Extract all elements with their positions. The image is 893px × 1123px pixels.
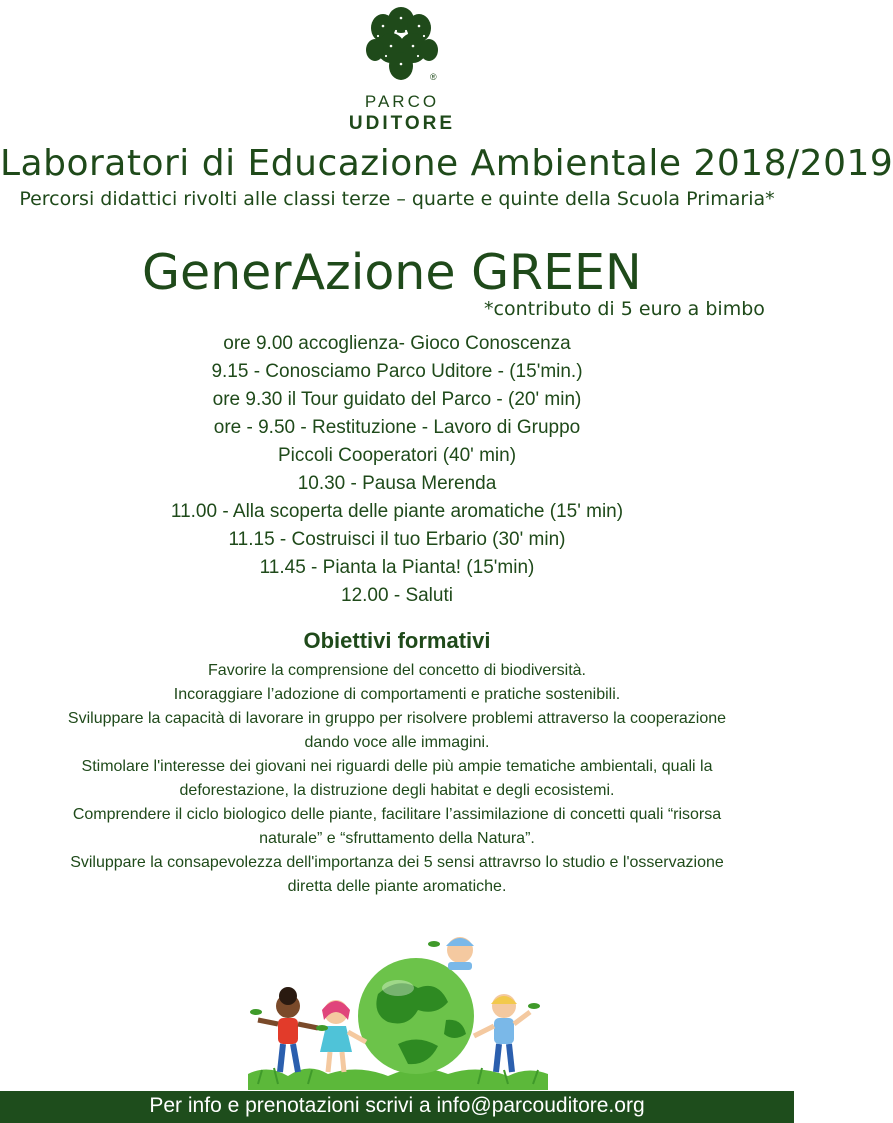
parco-uditore-logo (337, 6, 467, 132)
schedule-item: 11.15 - Costruisci il tuo Erbario (30' min) (228, 529, 566, 550)
objective-line: Sviluppare la consapevolezza dell'importanza dei 5 sensi attravrso lo studio e l'osservazione (70, 854, 724, 871)
schedule-item: ore - 9.50 - Restituzione - Lavoro di Gruppo (213, 417, 581, 438)
contribution-note: *contributo di 5 euro a bimbo (484, 298, 765, 320)
objective-line: deforestazione, la distruzione degli habitat e degli ecosistemi. (179, 782, 615, 799)
schedule-item: Piccoli Cooperatori (40' min) (277, 445, 517, 466)
objective-line: Favorire la comprensione del concetto di biodiversità. (208, 662, 586, 679)
logo-text-uditore: UDITORE (348, 113, 456, 134)
schedule-item: 9.15 - Conosciamo Parco Uditore - (15'min.) (211, 361, 583, 382)
logo-text-parco: PARCO (364, 92, 440, 111)
objectives-heading: Obiettivi formativi (303, 628, 491, 653)
schedule-item: ore 9.30 il Tour guidato del Parco - (20' min) (212, 389, 582, 410)
main-title: Laboratori di Educazione Ambientale 2018/2019 (0, 143, 893, 184)
schedule-item: 11.00 - Alla scoperta delle piante aromatiche (15' min) (170, 501, 624, 522)
schedule-item: 12.00 - Saluti (341, 585, 453, 606)
schedule-item: ore 9.00 accoglienza- Gioco Conoscenza (223, 333, 571, 354)
kids-earth-illustration-icon (248, 924, 548, 1090)
kids-earth-illustration (248, 924, 548, 1090)
subtitle: Percorsi didattici rivolti alle classi terze – quarte e quinte della Scuola Primaria* (19, 188, 775, 210)
footer-contact-bar: Per info e prenotazioni scrivi a info@parcouditore.org (0, 1091, 794, 1123)
cactus-logo-icon (361, 6, 441, 86)
objective-line: Sviluppare la capacità di lavorare in gruppo per risolvere problemi attraverso la cooperazione (67, 710, 727, 727)
schedule-item: 10.30 - Pausa Merenda (297, 473, 497, 494)
objectives-list (20, 659, 774, 899)
schedule-list (0, 330, 794, 610)
objective-line: Stimolare l'interesse dei giovani nei riguardi delle più ampie tematiche ambientali, quali la (81, 758, 713, 775)
objective-line: dando voce alle immagini. (304, 734, 490, 751)
objective-line: Incoraggiare l’adozione di comportamenti e pratiche sostenibili. (173, 686, 621, 703)
objective-line: diretta delle piante aromatiche. (287, 878, 507, 895)
registered-mark: ® (430, 72, 437, 82)
program-title: GenerAzione GREEN (142, 244, 642, 301)
objective-line: Comprendere il ciclo biologico delle piante, facilitare l’assimilazione di concetti quali “risorsa (72, 806, 722, 823)
schedule-item: 11.45 - Pianta la Pianta! (15'min) (259, 557, 535, 578)
objective-line: naturale” e “sfruttamento della Natura”. (259, 830, 535, 847)
